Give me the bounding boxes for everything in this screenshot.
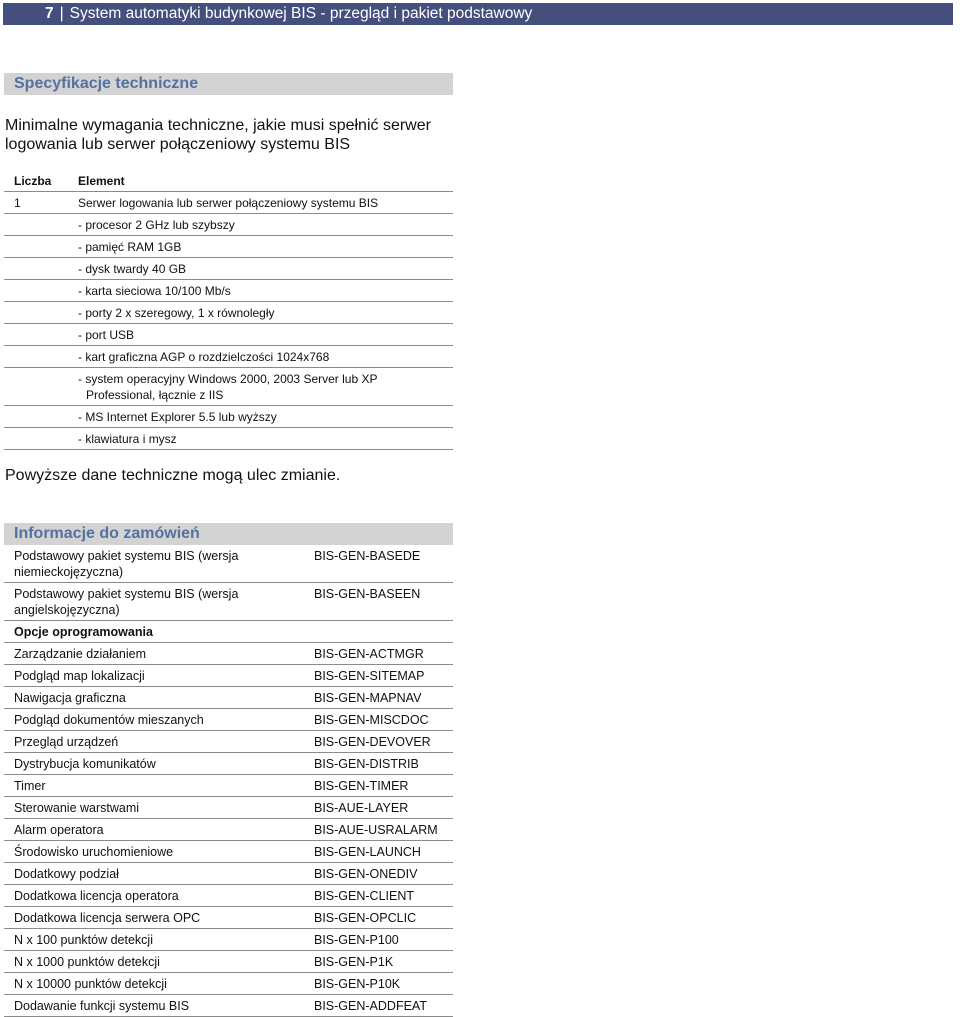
spec-row: [4, 428, 453, 450]
spec-table: [4, 170, 453, 450]
order-code: BIS-GEN-ADDFEAT: [314, 998, 427, 1013]
spec-element: [78, 215, 453, 235]
spec-element: [78, 429, 453, 449]
spec-row: [4, 236, 453, 258]
order-code: BIS-AUE-LAYER: [314, 800, 409, 815]
order-option-row: [4, 753, 453, 775]
spec-intro-line: Minimalne wymagania techniczne, jakie musi spełnić serwer: [5, 117, 431, 134]
order-item-name-line: niemieckojęzyczna): [14, 565, 124, 579]
spec-qty: [4, 325, 78, 345]
spec-qty: [4, 429, 78, 449]
spec-element: [78, 281, 453, 301]
spec-element: [78, 193, 453, 213]
order-option-row: [4, 863, 453, 885]
order-item-name: Dodatkowa licencja operatora: [14, 888, 179, 903]
spec-row: [4, 214, 453, 236]
order-section-title: Informacje do zamówień: [14, 525, 200, 542]
order-option-row: [4, 951, 453, 973]
spec-row: [4, 258, 453, 280]
order-item-name-line: angielskojęzyczna): [14, 603, 120, 617]
order-option-row: [4, 929, 453, 951]
order-table: [4, 545, 453, 1017]
order-section-heading: [4, 523, 453, 545]
order-item-name: Dystrybucja komunikatów: [14, 756, 156, 771]
order-option-row: [4, 687, 453, 709]
order-option-row: [4, 841, 453, 863]
spec-qty: [4, 347, 78, 367]
spec-element-text: - procesor 2 GHz lub szybszy: [78, 218, 235, 232]
order-code: BIS-GEN-TIMER: [314, 778, 409, 793]
order-code: BIS-AUE-USRALARM: [314, 822, 438, 837]
order-item-name: Nawigacja graficzna: [14, 690, 126, 705]
spec-row: [4, 346, 453, 368]
spec-element-text-continued: Professional, łącznie z IIS: [86, 388, 224, 402]
order-item-name: Alarm operatora: [14, 822, 104, 837]
order-option-row: [4, 665, 453, 687]
order-code: BIS-GEN-BASEEN: [314, 587, 421, 601]
spec-qty: [4, 259, 78, 279]
order-option-row: [4, 907, 453, 929]
spec-section-heading: [4, 73, 453, 95]
order-code: BIS-GEN-P10K: [314, 976, 401, 991]
order-option-row: [4, 797, 453, 819]
order-code: BIS-GEN-ACTMGR: [314, 646, 424, 661]
order-code: BIS-GEN-CLIENT: [314, 888, 415, 903]
spec-qty: [4, 215, 78, 235]
order-item-name: Przegląd urządzeń: [14, 734, 119, 749]
page-title: System automatyki budynkowej BIS - przegląd i pakiet podstawowy: [69, 5, 533, 22]
order-code: BIS-GEN-SITEMAP: [314, 668, 425, 683]
spec-element: [78, 259, 453, 279]
spec-qty: 1: [14, 196, 21, 210]
spec-element: [78, 325, 453, 345]
spec-element-text: - dysk twardy 40 GB: [78, 262, 187, 276]
order-item-name-line: Podstawowy pakiet systemu BIS (wersja: [14, 587, 239, 601]
spec-element-text: - kart graficzna AGP o rozdzielczości 1024x768: [78, 350, 330, 364]
spec-element-text: Serwer logowania lub serwer połączeniowy systemu BIS: [78, 196, 379, 210]
order-base-row: [4, 583, 453, 621]
spec-element-text: - porty 2 x szeregowy, 1 x równoległy: [78, 306, 275, 320]
spec-row: [4, 324, 453, 346]
spec-element: [78, 347, 453, 367]
order-item-name: Sterowanie warstwami: [14, 800, 140, 815]
spec-qty: [4, 369, 78, 405]
col-qty-header: Liczba: [14, 173, 52, 188]
spec-row: [4, 406, 453, 428]
order-option-row: [4, 709, 453, 731]
header-separator: |: [59, 5, 64, 22]
order-code: BIS-GEN-DEVOVER: [314, 734, 431, 749]
options-heading: Opcje oprogramowania: [14, 624, 153, 639]
spec-element-text: - pamięć RAM 1GB: [78, 240, 182, 254]
order-item-name: Środowisko uruchomieniowe: [14, 844, 174, 859]
spec-element: [78, 237, 453, 257]
order-item-name: Dodatkowy podział: [14, 866, 119, 881]
order-item-name: Podgląd map lokalizacji: [14, 668, 145, 683]
order-item-name: N x 1000 punktów detekcji: [14, 954, 160, 969]
order-item-name: Dodatkowa licencja serwera OPC: [14, 910, 201, 925]
order-code: BIS-GEN-P1K: [314, 954, 394, 969]
spec-element: [78, 303, 453, 323]
order-item-name: [4, 545, 314, 580]
order-base-row: [4, 545, 453, 583]
order-item-name: Timer: [14, 778, 46, 793]
spec-intro: [5, 116, 465, 154]
order-code: BIS-GEN-DISTRIB: [314, 756, 419, 771]
order-item-name: Dodawanie funkcji systemu BIS: [14, 998, 190, 1013]
order-option-row: [4, 819, 453, 841]
order-code: BIS-GEN-P100: [314, 932, 399, 947]
order-code: BIS-GEN-OPCLIC: [314, 910, 417, 925]
order-code: BIS-GEN-LAUNCH: [314, 844, 421, 859]
spec-element-text: - karta sieciowa 10/100 Mb/s: [78, 284, 231, 298]
order-item-name: N x 100 punktów detekcji: [14, 932, 153, 947]
order-item-name-line: Podstawowy pakiet systemu BIS (wersja: [14, 549, 239, 563]
order-option-row: [4, 731, 453, 753]
order-code: BIS-GEN-MAPNAV: [314, 690, 422, 705]
order-item-name: Podgląd dokumentów mieszanych: [14, 712, 204, 727]
order-code: BIS-GEN-ONEDIV: [314, 866, 418, 881]
spec-qty: [4, 407, 78, 427]
spec-qty: [4, 237, 78, 257]
spec-qty: [4, 303, 78, 323]
spec-element-text: - klawiatura i mysz: [78, 432, 177, 446]
spec-element-text: - port USB: [78, 328, 135, 342]
order-item-name: N x 10000 punktów detekcji: [14, 976, 167, 991]
order-option-row: [4, 973, 453, 995]
spec-row: [4, 280, 453, 302]
options-heading-row: [4, 621, 453, 643]
spec-element: [78, 369, 453, 405]
spec-footnote: Powyższe dane techniczne mogą ulec zmianie.: [5, 467, 341, 484]
order-option-row: [4, 775, 453, 797]
spec-section-title: Specyfikacje techniczne: [14, 75, 199, 92]
order-code: BIS-GEN-MISCDOC: [314, 712, 429, 727]
order-option-row: [4, 995, 453, 1017]
spec-table-header: [4, 170, 453, 192]
order-item-name: Zarządzanie działaniem: [14, 646, 147, 661]
order-item-name: [4, 583, 314, 618]
order-option-row: [4, 643, 453, 665]
order-code: BIS-GEN-BASEDE: [314, 549, 421, 563]
page-number: 7: [45, 5, 54, 22]
spec-row: [4, 192, 453, 214]
spec-element-text: - system operacyjny Windows 2000, 2003 Server lub XP: [78, 372, 378, 386]
spec-row: [4, 302, 453, 324]
spec-qty: [4, 281, 78, 301]
col-element-header: Element: [78, 173, 125, 188]
spec-element: [78, 407, 453, 427]
spec-element-text: - MS Internet Explorer 5.5 lub wyższy: [78, 410, 277, 424]
order-option-row: [4, 885, 453, 907]
page-header: [3, 3, 953, 25]
spec-intro-line: logowania lub serwer połączeniowy systemu BIS: [5, 136, 351, 153]
spec-row: [4, 368, 453, 406]
